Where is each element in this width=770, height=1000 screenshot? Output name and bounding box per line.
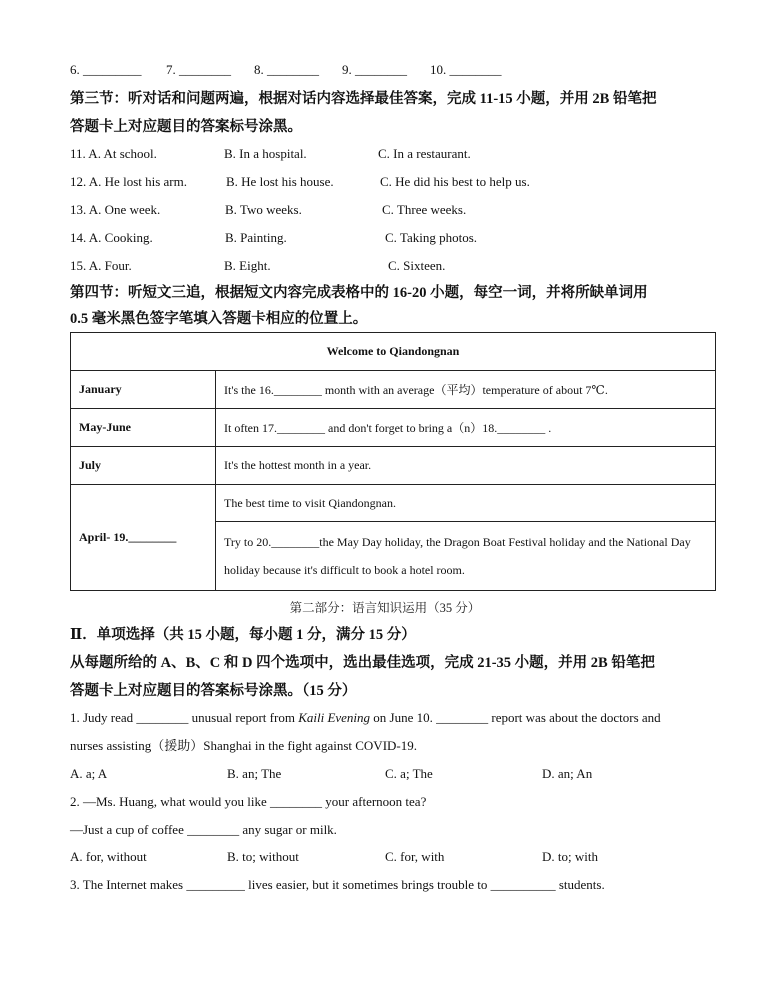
option-b: B. to; without bbox=[227, 849, 299, 864]
option-d: D. to; with bbox=[542, 849, 598, 864]
option-b: B. In a hospital. bbox=[224, 146, 307, 161]
option-b: B. Eight. bbox=[224, 258, 271, 273]
option-c: C. Three weeks. bbox=[382, 202, 467, 217]
q2-stem-line2: —Just a cup of coffee ________ any sugar or milk. bbox=[70, 822, 337, 837]
table-row bbox=[71, 447, 716, 485]
row-text: Try to 20.________the May Day holiday, the Dragon Boat Festival holiday and the National Day holiday because it's difficult to book a hotel room. bbox=[216, 522, 716, 591]
option-a: 15. A. Four. bbox=[70, 258, 132, 273]
option-c: C. In a restaurant. bbox=[378, 146, 471, 161]
blank-7: 7. ________ bbox=[166, 62, 231, 77]
row-text: It often 17.________ and don't forget to bring a（n）18.________ . bbox=[216, 409, 716, 447]
blank-8: 8. ________ bbox=[254, 62, 319, 77]
q3-stem-line1: 3. The Internet makes _________ lives easier, but it sometimes brings trouble to __________ students. bbox=[70, 877, 605, 892]
option-c: C. Taking photos. bbox=[385, 230, 478, 245]
option-c: C. a; The bbox=[385, 766, 433, 781]
q1-stem-end: on June 10. ________ report was about the doctors and bbox=[370, 710, 661, 725]
row-label: July bbox=[71, 447, 216, 485]
table-row bbox=[71, 485, 716, 522]
table-row bbox=[71, 371, 716, 409]
newspaper-name: Kaili Evening bbox=[298, 710, 371, 725]
row-text: It's the 16.________ month with an average（平均）temperature of about 7℃. bbox=[216, 371, 716, 409]
table-row bbox=[71, 409, 716, 447]
option-a: 13. A. One week. bbox=[70, 202, 161, 217]
blank-6: 6. _________ bbox=[70, 62, 142, 77]
part2-instruction-line1: 从每题所给的 A、B、C 和 D 四个选项中，选出最佳选项，完成 21-35 小题，并用 2B 铅笔把 bbox=[70, 655, 655, 671]
option-b: B. He lost his house. bbox=[226, 174, 334, 189]
row-text: It's the hottest month in a year. bbox=[216, 447, 716, 485]
option-b: B. Two weeks. bbox=[225, 202, 302, 217]
blank-10: 10. ________ bbox=[430, 62, 502, 77]
option-d: D. an; An bbox=[542, 766, 593, 781]
option-a: 14. A. Cooking. bbox=[70, 230, 153, 245]
q1-stem-start: 1. Judy read ________ unusual report from bbox=[70, 710, 299, 725]
row-label: January bbox=[71, 371, 216, 409]
part2-heading: Ⅱ．单项选择（共 15 小题，每小题 1 分，满分 15 分） bbox=[70, 627, 416, 643]
option-b: B. Painting. bbox=[225, 230, 287, 245]
part2-title: 第二部分：语言知识运用（35 分） bbox=[289, 601, 481, 615]
q2-stem-line1: 2. —Ms. Huang, what would you like ________ your afternoon tea? bbox=[70, 794, 427, 809]
q1-stem-line2: nurses assisting（援助）Shanghai in the fight against COVID-19. bbox=[70, 738, 417, 753]
option-b: B. an; The bbox=[227, 766, 282, 781]
row-label: May-June bbox=[71, 409, 216, 447]
section4-heading-line2: 0.5 毫米黑色签字笔填入答题卡相应的位置上。 bbox=[70, 311, 368, 327]
q1-stem-line1 bbox=[70, 710, 661, 726]
option-c: C. for, with bbox=[385, 849, 445, 864]
part2-instruction-line2: 答题卡上对应题目的答案标号涂黑。（15 分） bbox=[70, 683, 357, 699]
section4-heading-line1: 第四节：听短文三追，根据短文内容完成表格中的 16-20 小题，每空一词，并将所缺单词用 bbox=[70, 285, 648, 301]
option-a: A. for, without bbox=[70, 849, 147, 864]
blank-9: 9. ________ bbox=[342, 62, 407, 77]
option-a: A. a; A bbox=[70, 766, 108, 781]
row-text: The best time to visit Qiandongnan. bbox=[216, 485, 716, 522]
table-title: Welcome to Qiandongnan bbox=[71, 333, 716, 371]
section3-heading-line1: 第三节：听对话和问题两遍，根据对话内容选择最佳答案，完成 11-15 小题，并用 2B 铅笔把 bbox=[70, 91, 657, 107]
option-a: 11. A. At school. bbox=[70, 146, 157, 161]
section3-heading-line2: 答题卡上对应题目的答案标号涂黑。 bbox=[70, 119, 302, 135]
welcome-table bbox=[70, 332, 716, 591]
option-c: C. Sixteen. bbox=[388, 258, 446, 273]
row-label: April- 19.________ bbox=[71, 485, 216, 591]
option-a: 12. A. He lost his arm. bbox=[70, 174, 187, 189]
option-c: C. He did his best to help us. bbox=[380, 174, 530, 189]
